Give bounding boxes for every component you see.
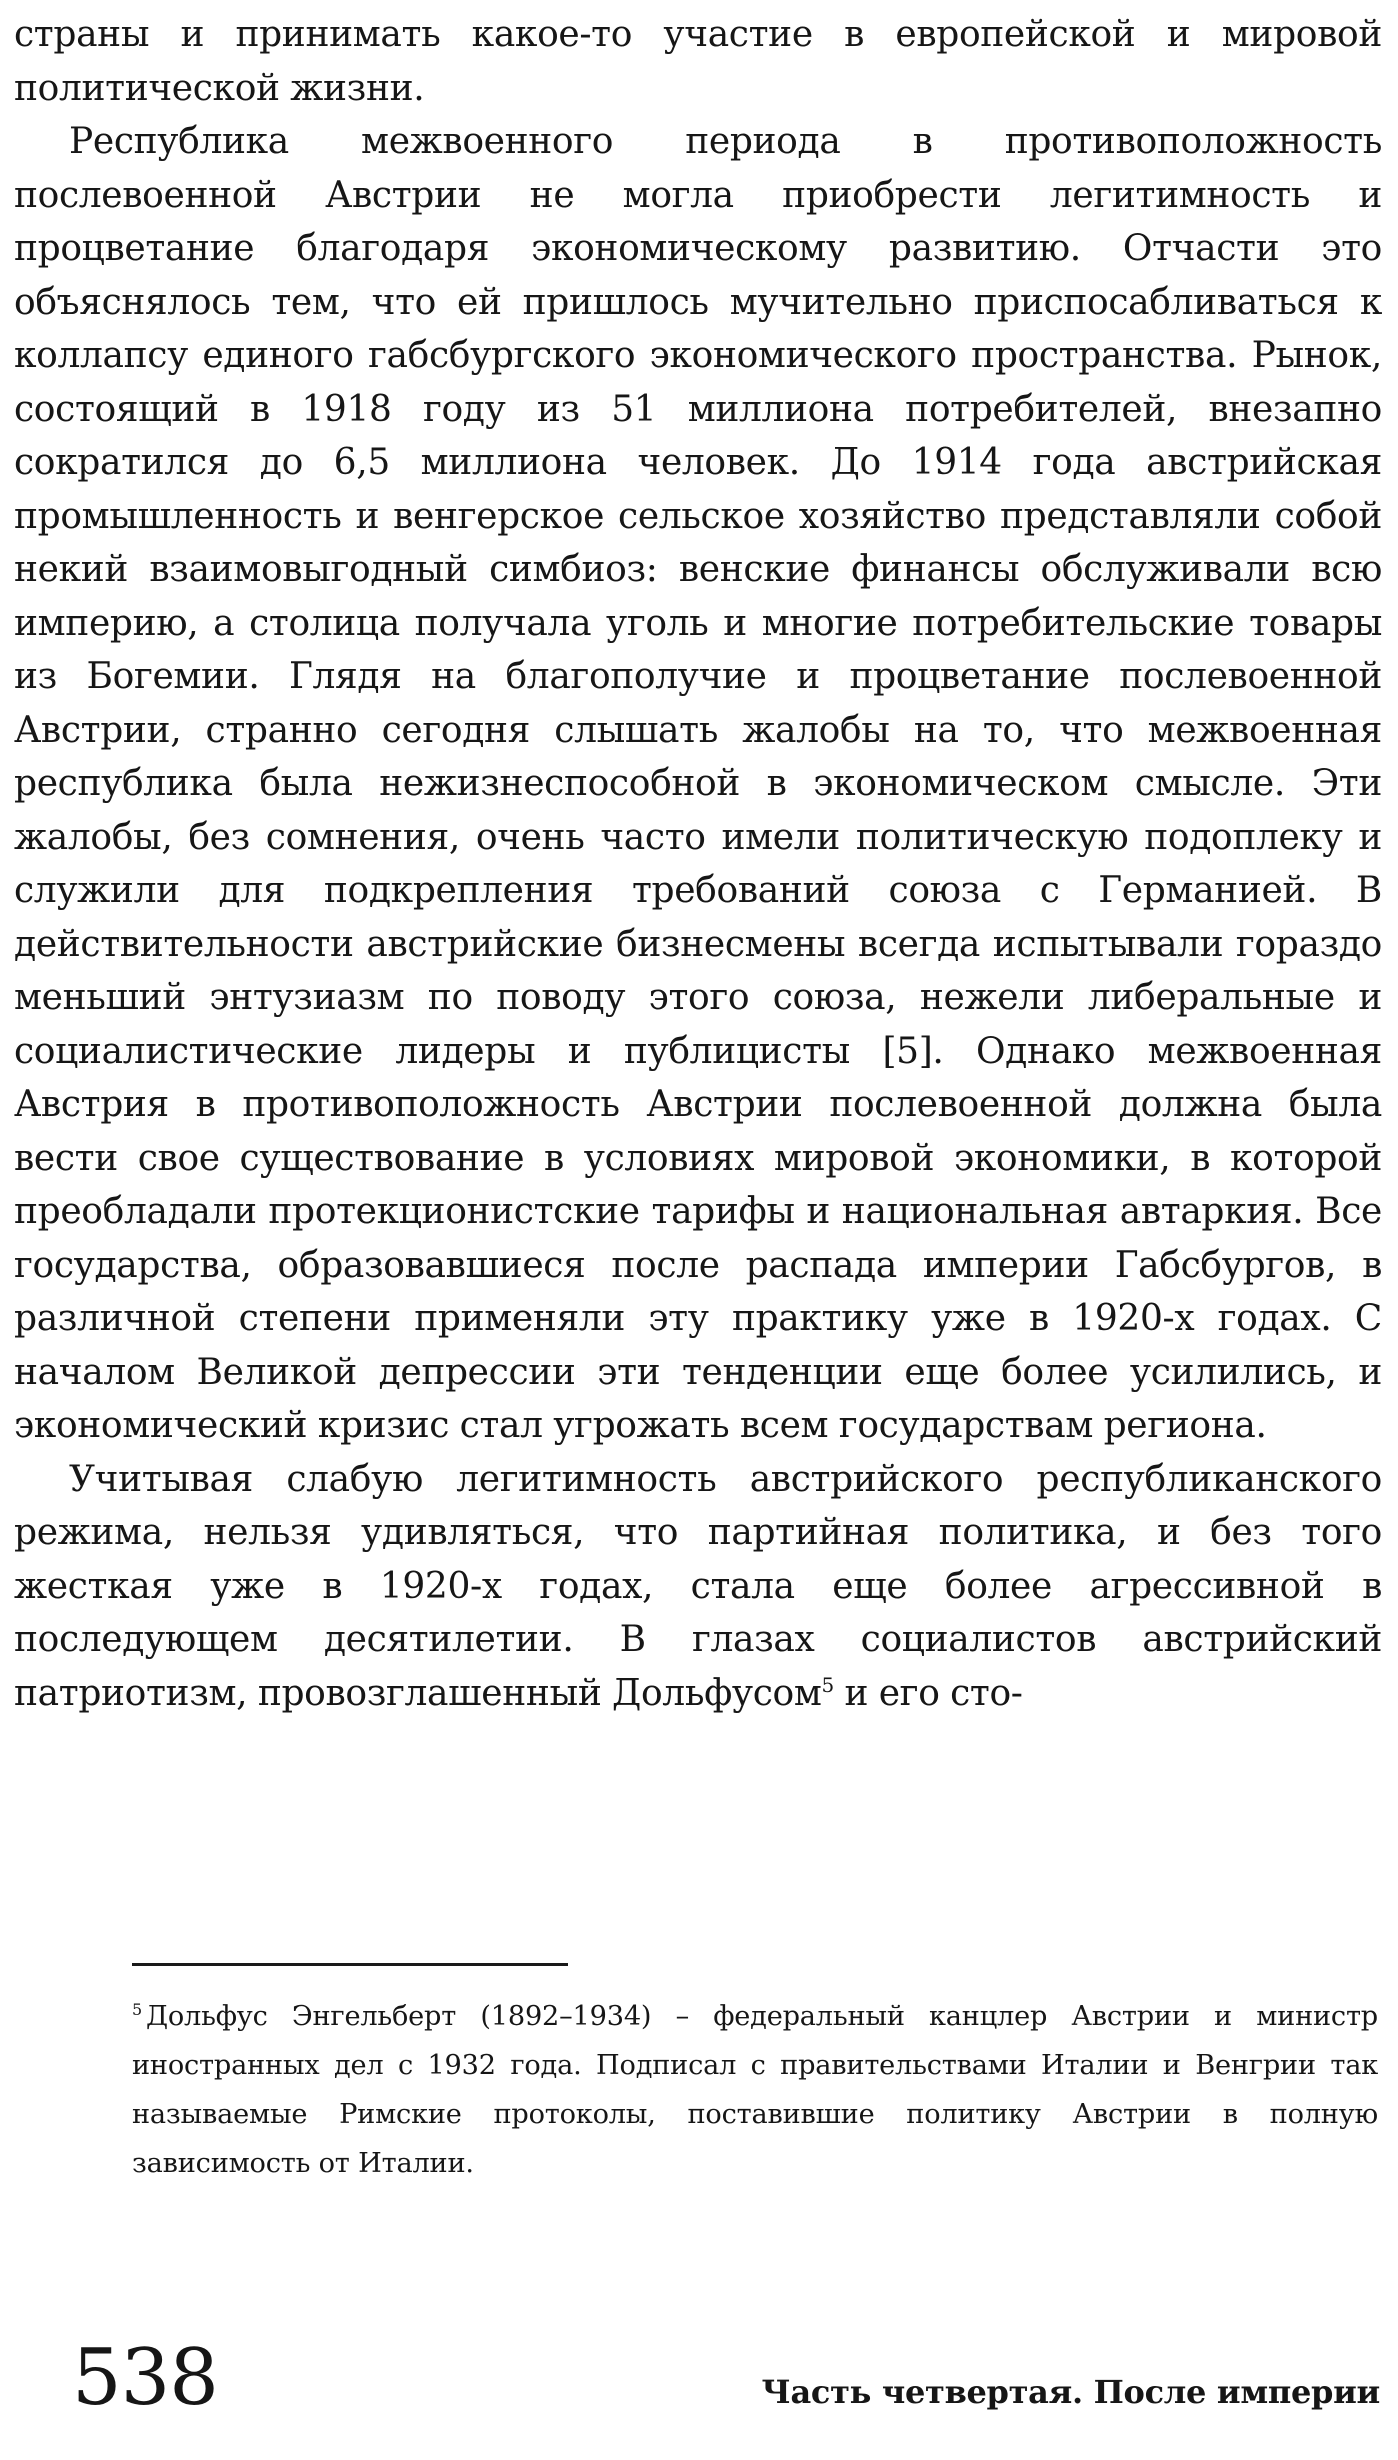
footnote-reference[interactable]: 5	[821, 1672, 834, 1697]
paragraph-interwar-economy: Республика межвоенного периода в противоположность послевоенной Австрии не могла приобрести легитимность и процветание благодаря экономическому развитию. Отчасти это объяснялось тем, что ей пришлось мучительно приспосабливаться к коллапсу единого габсбургского экономического пространства. Рынок, состоящий в 1918 году из 51 миллиона потребителей, внезапно сократился до 6,5 миллиона человек. До 1914 года австрийская промышленность и венгерское сельское хозяйство представляли собой некий взаимовыгодный симбиоз: венские финансы обслуживали всю империю, а столица получала уголь и многие потребительские товары из Богемии. Глядя на благополучие и процветание послевоенной Австрии, странно сегодня слышать жалобы на то, что межвоенная республика была нежизнеспособной в экономическом смысле. Эти жалобы, без сомнения, очень часто имели политическую подоплеку и служили для подкрепления требований союза с Германией. В действительности австрийские бизнесмены всегда испытывали гораздо меньший энтузиазм по поводу этого союза, нежели либеральные и социалистические лидеры и публицисты [5]. Однако межвоенная Австрия в противоположность Австрии послевоенной должна была вести свое существование в условиях мировой экономики, в которой преобладали протекционистские тарифы и национальная автаркия. Все государства, образовавшиеся после распада империи Габсбургов, в различной степени применяли эту практику уже в 1920-х годах. С началом Великой депрессии эти тенденции еще более усилились, и экономический кризис стал угрожать всем государствам региона.	[14, 121, 1382, 1446]
footnote-divider	[132, 1963, 568, 1966]
paragraph-party-politics	[14, 1453, 1382, 1721]
paragraph-continuation: страны и принимать какое-то участие в европейской и мировой политической жизни.	[14, 14, 1382, 109]
footnote	[132, 1992, 1378, 2188]
footnote-paragraph	[132, 1992, 1378, 2188]
running-head: Часть четвертая. После империи	[761, 2373, 1380, 2411]
paragraph-party-politics-text: Учитывая слабую легитимность австрийского республиканского режима, нельзя удивляться, что партийная политика, и без того жесткая уже в 1920-х годах, стала еще более агрессивной в последующем десятилетии. В глазах социалистов австрийский патриотизм, провозглашенный Дольфусом	[14, 1458, 1382, 1714]
main-text	[14, 8, 1382, 1720]
footnote-text: Дольфус Энгельберт (1892–1934) – федеральный канцлер Австрии и министр иностранных дел с 1932 года. Подписал с правительствами Италии и Венгрии так называемые Римские протоколы, поставившие политику Австрии в полную зависимость от Италии.	[132, 2001, 1378, 2179]
page-number: 538	[72, 2333, 218, 2423]
paragraph-party-politics-tail: и его сто-	[833, 1672, 1023, 1714]
footnote-mark: 5	[132, 1999, 142, 2019]
